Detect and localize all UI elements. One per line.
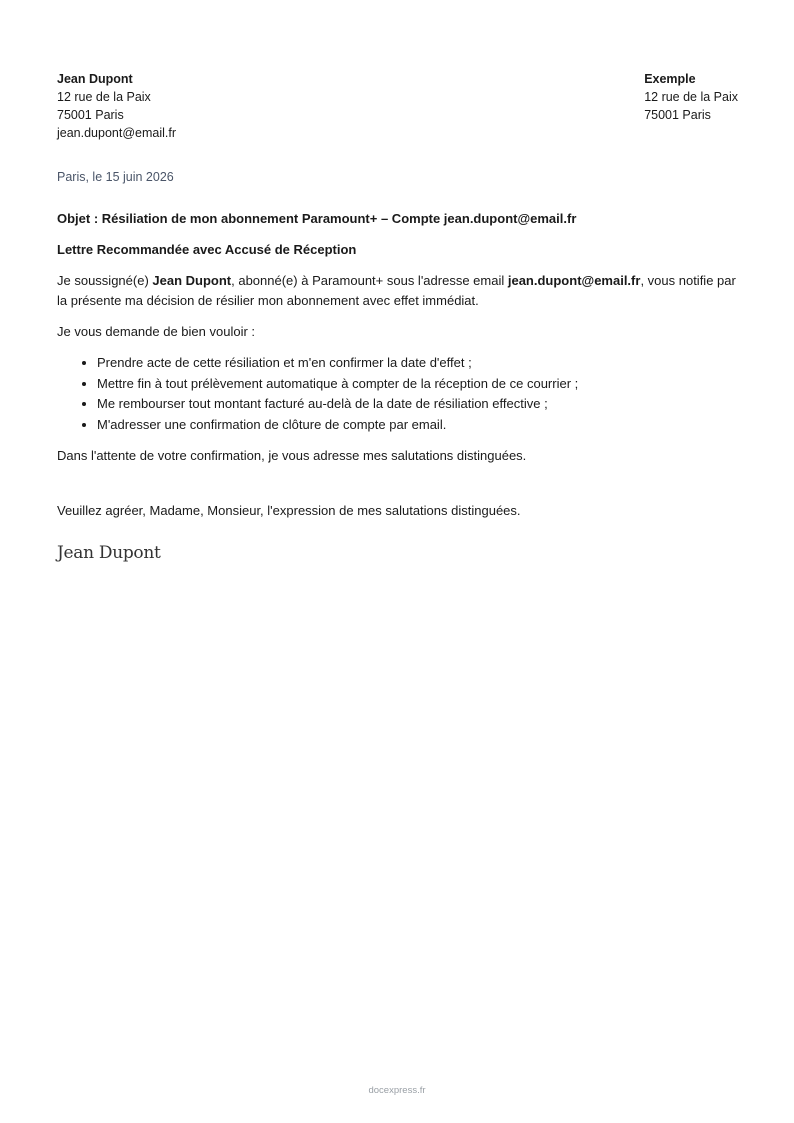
request-intro: Je vous demande de bien vouloir : xyxy=(57,324,256,339)
request-list xyxy=(57,353,738,435)
letter-page xyxy=(57,70,738,563)
list-item: • Prendre acte de cette résiliation et m'en confirmer la date d'effet ; xyxy=(97,353,738,374)
intro-email: jean.dupont@email.fr xyxy=(507,273,641,288)
signature: Jean Dupont xyxy=(57,543,161,563)
polite-formula: Veuillez agréer, Madame, Monsieur, l'expression de mes salutations distinguées. xyxy=(57,503,521,518)
sender-name: Jean Dupont xyxy=(57,72,133,86)
recipient-name: Exemple xyxy=(644,72,696,86)
closing-paragraph: Dans l'attente de votre confirmation, je vous adresse mes salutations distinguées. xyxy=(57,448,527,463)
intro-text-3: , vous notifie par la présente ma décision de résilier mon abonnement avec effet immédiat. xyxy=(57,273,736,308)
list-item: • Me rembourser tout montant facturé au-delà de la date de résiliation effective ; xyxy=(97,394,738,415)
letter-date: Paris, le 15 juin 2026 xyxy=(57,170,174,184)
list-item: • M'adresser une confirmation de clôture de compte par email. xyxy=(97,415,738,436)
intro-text-1: Je soussigné(e) xyxy=(57,273,153,288)
sender-street: 12 rue de la Paix xyxy=(57,90,151,104)
intro-paragraph xyxy=(57,271,738,311)
letter-header xyxy=(57,70,738,142)
list-item: • Mettre fin à tout prélèvement automatique à compter de la réception de ce courrier ; xyxy=(97,374,738,395)
sender-block xyxy=(57,70,176,142)
sender-email: jean.dupont@email.fr xyxy=(57,126,177,140)
recipient-city: 75001 Paris xyxy=(644,108,711,122)
sender-city: 75001 Paris xyxy=(57,108,124,122)
registered-mail-notice: Lettre Recommandée avec Accusé de Réception xyxy=(57,242,357,257)
footer-brand: docexpress.fr xyxy=(368,1085,426,1096)
letter-subject: Objet : Résiliation de mon abonnement Paramount+ – Compte jean.dupont@email.fr xyxy=(57,211,577,226)
recipient-block xyxy=(644,70,738,142)
intro-text-2: , abonné(e) à Paramount+ sous l'adresse email xyxy=(231,273,508,288)
recipient-street: 12 rue de la Paix xyxy=(644,90,738,104)
intro-name: Jean Dupont xyxy=(152,273,232,288)
